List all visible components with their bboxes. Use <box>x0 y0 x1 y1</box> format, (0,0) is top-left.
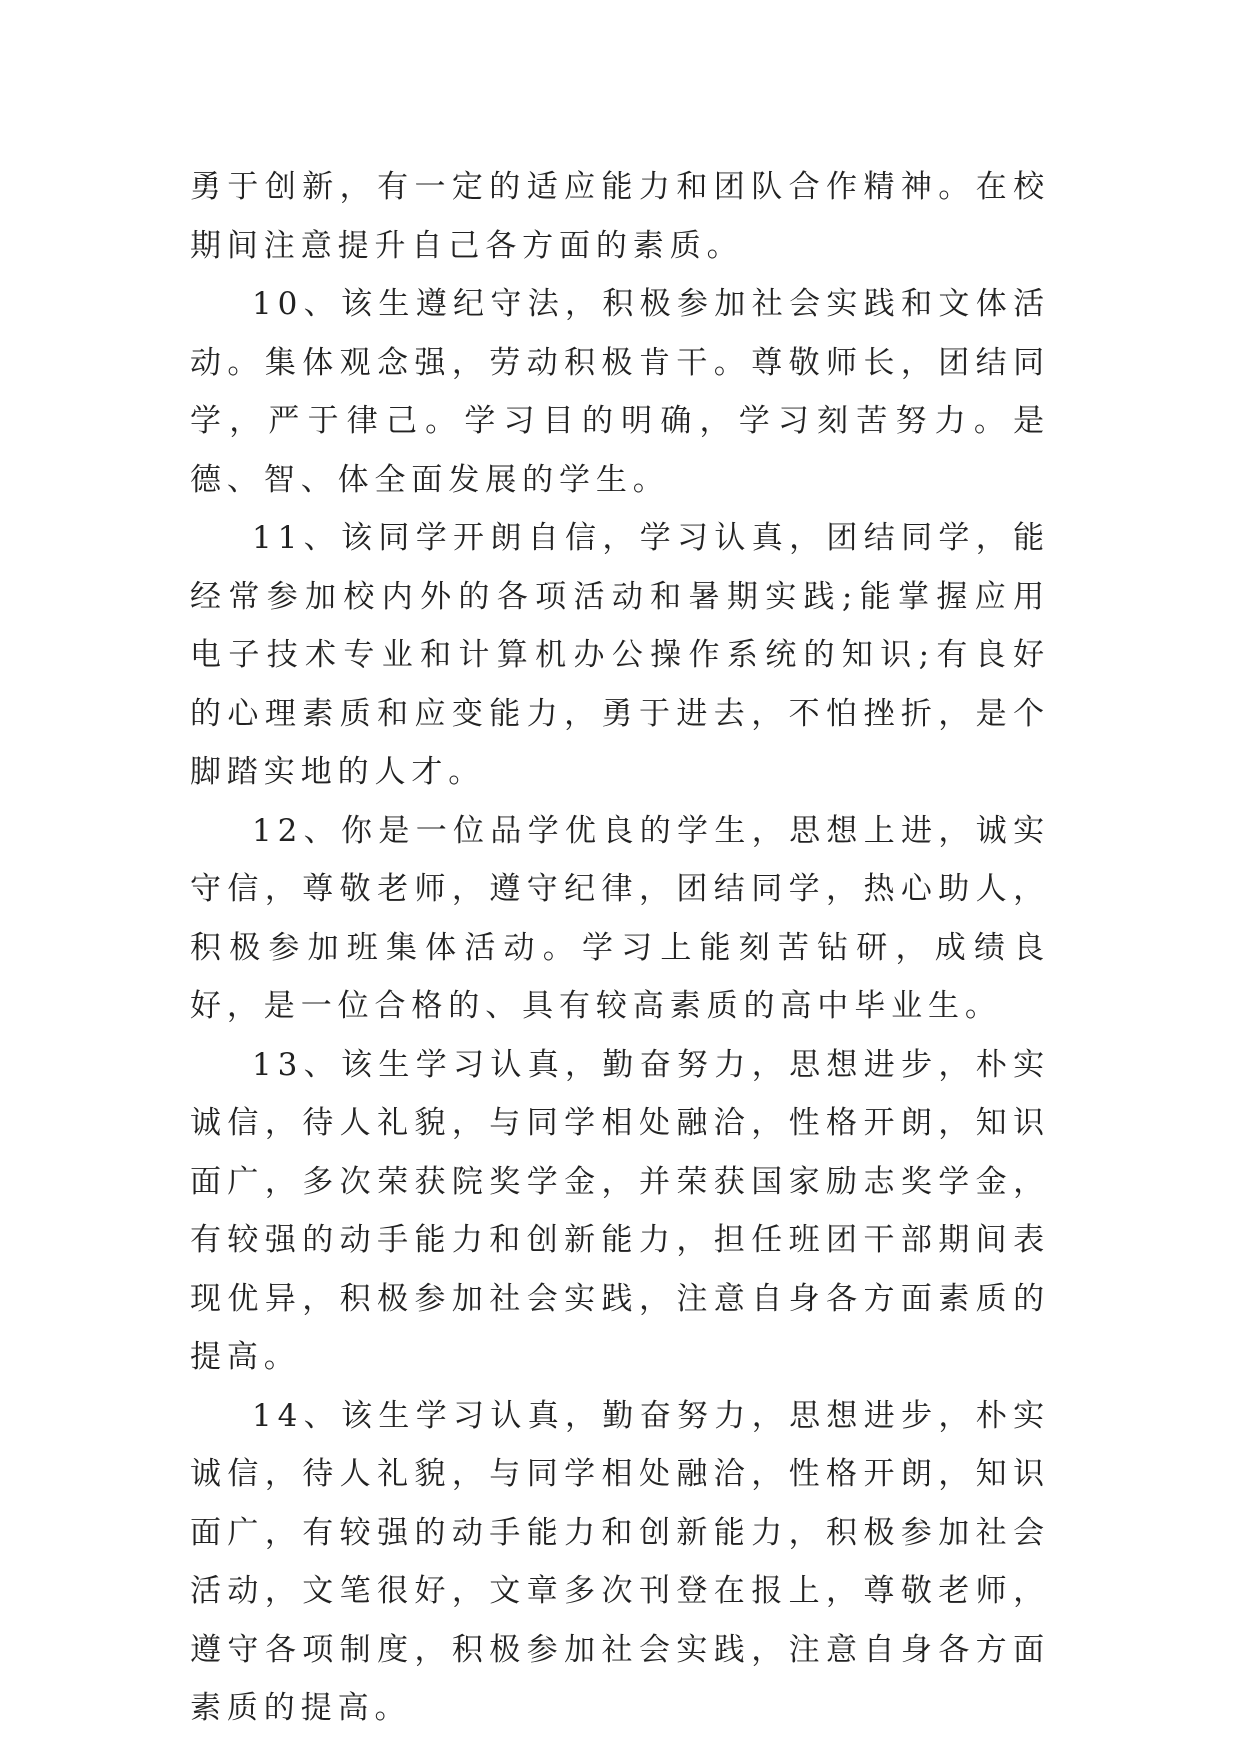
paragraph-item-12: 12、你是一位品学优良的学生，思想上进，诚实守信，尊敬老师，遵守纪律，团结同学，热心助人，积极参加班集体活动。学习上能刻苦钻研，成绩良好，是一位合格的、具有较高素质的高中毕业生。 <box>190 812 1050 1024</box>
paragraph-item-13: 13、该生学习认真，勤奋努力，思想进步，朴实诚信，待人礼貌，与同学相处融洽，性格开朗，知识面广，多次荣获院奖学金，并荣获国家励志奖学金，有较强的动手能力和创新能力，担任班团干部期间表现优异，积极参加社会实践，注意自身各方面素质的提高。 <box>190 1046 1050 1375</box>
document-body <box>190 158 1050 1738</box>
paragraph-item-10: 10、该生遵纪守法，积极参加社会实践和文体活动。集体观念强，劳动积极肯干。尊敬师长，团结同学，严于律己。学习目的明确，学习刻苦努力。是德、智、体全面发展的学生。 <box>190 286 1050 498</box>
paragraph-item-11: 11、该同学开朗自信，学习认真，团结同学，能经常参加校内外的各项活动和暑期实践;能掌握应用电子技术专业和计算机办公操作系统的知识;有良好的心理素质和应变能力，勇于进去，不怕挫折，是个脚踏实地的人才。 <box>190 520 1050 790</box>
paragraph-item-14: 14、该生学习认真，勤奋努力，思想进步，朴实诚信，待人礼貌，与同学相处融洽，性格开朗，知识面广，有较强的动手能力和创新能力，积极参加社会活动，文笔很好，文章多次刊登在报上，尊敬老师，遵守各项制度，积极参加社会实践，注意自身各方面素质的提高。 <box>190 1397 1050 1726</box>
paragraph-continuation: 勇于创新，有一定的适应能力和团队合作精神。在校期间注意提升自己各方面的素质。 <box>190 169 1050 264</box>
